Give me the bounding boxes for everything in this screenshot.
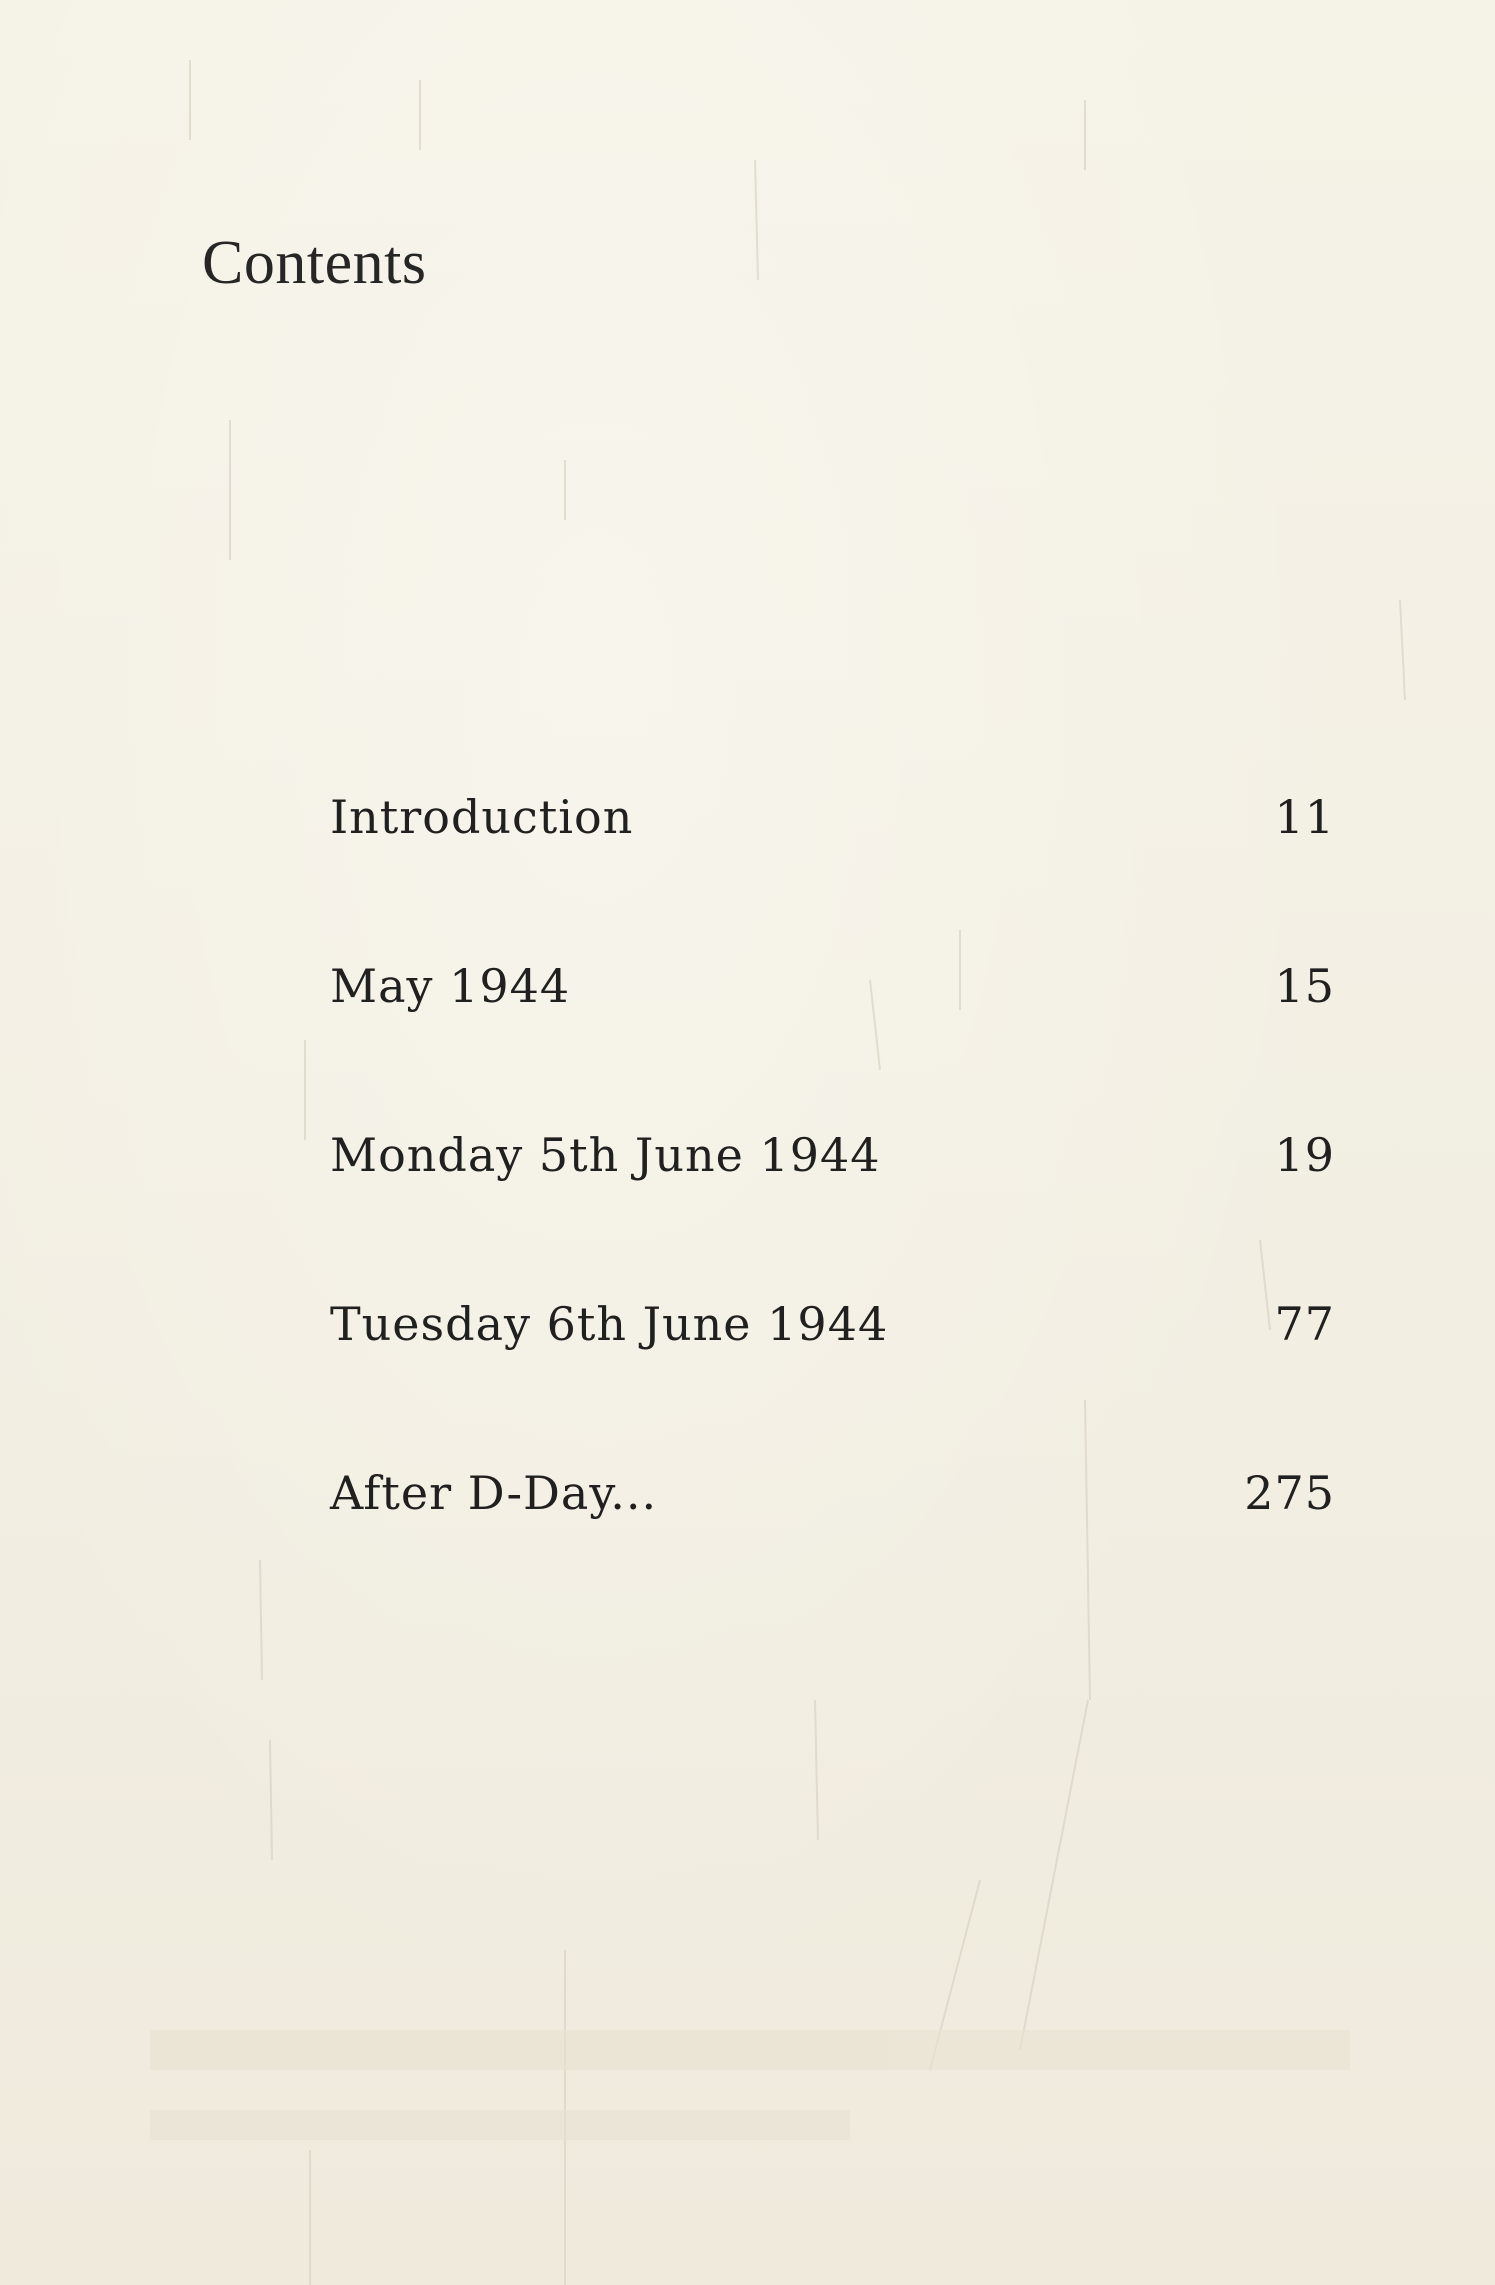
table-of-contents bbox=[330, 790, 1335, 1635]
toc-entry bbox=[330, 790, 1335, 959]
toc-entry-page-number: 275 bbox=[1244, 1466, 1335, 1520]
toc-entry-label: Tuesday 6th June 1944 bbox=[330, 1297, 889, 1351]
toc-entry bbox=[330, 959, 1335, 1128]
toc-entry-label: Monday 5th June 1944 bbox=[330, 1128, 881, 1182]
toc-entry bbox=[330, 1128, 1335, 1297]
toc-entry bbox=[330, 1297, 1335, 1466]
toc-entry-label: May 1944 bbox=[330, 959, 571, 1013]
toc-entry-label: Introduction bbox=[330, 790, 634, 844]
toc-entry-page-number: 77 bbox=[1274, 1297, 1335, 1351]
toc-entry bbox=[330, 1466, 1335, 1635]
toc-entry-page-number: 19 bbox=[1274, 1128, 1335, 1182]
toc-entry-page-number: 15 bbox=[1274, 959, 1335, 1013]
toc-entry-label: After D-Day... bbox=[330, 1466, 658, 1520]
page-title: Contents bbox=[202, 229, 427, 297]
toc-entry-page-number: 11 bbox=[1274, 790, 1335, 844]
